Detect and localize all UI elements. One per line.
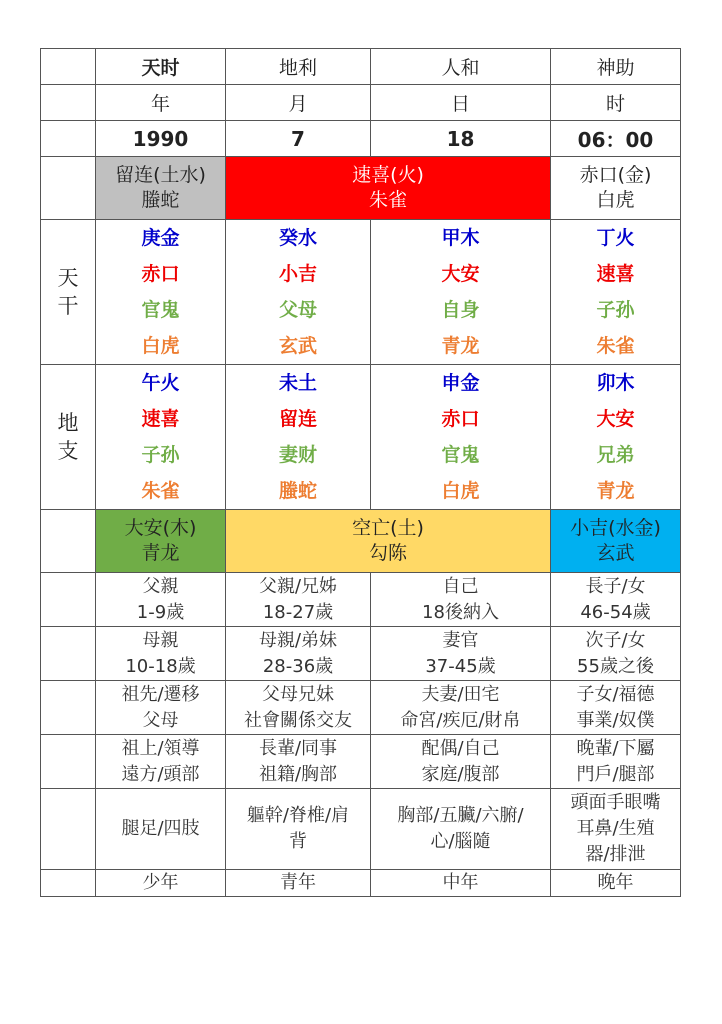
info-cell: 母親/弟妹 28-36歲 <box>226 627 371 681</box>
god-name: 小吉(水金) <box>570 517 661 539</box>
bottom-gods-row <box>41 510 681 573</box>
blank-cell <box>41 49 96 85</box>
god: 速喜 <box>596 263 635 285</box>
beast: 螣蛇 <box>278 480 317 502</box>
info-cell: 配偶/自己 家庭/腹部 <box>371 735 551 789</box>
blank-cell <box>41 121 96 157</box>
stage-middle-age: 中年 <box>371 870 551 897</box>
dizhi-row <box>41 365 681 510</box>
info-row-body <box>41 789 681 870</box>
info-cell: 父親 1-9歲 <box>96 573 226 627</box>
beast: 青龙 <box>441 335 480 357</box>
god: 大安 <box>441 263 480 285</box>
stage-young-adult: 青年 <box>226 870 371 897</box>
blank-cell <box>41 789 96 870</box>
value-day: 18 <box>371 121 551 157</box>
stage-old-age: 晚年 <box>551 870 681 897</box>
info-cell: 頭面手眼嘴 耳鼻/生殖 器/排泄 <box>551 789 681 870</box>
blank-cell <box>41 870 96 897</box>
god-name: 空亡(土) <box>352 517 424 539</box>
beast: 朱雀 <box>596 335 635 357</box>
info-row-age2 <box>41 627 681 681</box>
branch: 未土 <box>278 372 317 394</box>
blank-cell <box>41 510 96 573</box>
stage-youth: 少年 <box>96 870 226 897</box>
tiangan-col-month <box>226 220 371 365</box>
birth-values-row <box>41 121 681 157</box>
label-renhe: 人和 <box>371 49 551 85</box>
beast-name: 白虎 <box>596 189 635 211</box>
info-cell: 父母兄妹 社會關係交友 <box>226 681 371 735</box>
info-cell: 長輩/同事 祖籍/胸部 <box>226 735 371 789</box>
beast-name: 螣蛇 <box>141 189 180 211</box>
blank-cell <box>41 627 96 681</box>
blank-cell <box>41 573 96 627</box>
label-dili: 地利 <box>226 49 371 85</box>
god-cell-daan <box>96 510 226 573</box>
info-cell: 長子/女 46-54歲 <box>551 573 681 627</box>
beast-name: 勾陈 <box>368 542 407 564</box>
branch: 申金 <box>441 372 480 394</box>
info-row-relations <box>41 681 681 735</box>
info-cell: 妻官 37-45歲 <box>371 627 551 681</box>
value-hour: 06：00 <box>551 121 681 157</box>
relation: 官鬼 <box>441 444 480 466</box>
info-cell: 次子/女 55歲之後 <box>551 627 681 681</box>
beast: 朱雀 <box>141 480 180 502</box>
stem: 甲木 <box>441 227 480 249</box>
info-cell: 祖上/領導 遠方/頭部 <box>96 735 226 789</box>
god: 赤口 <box>141 263 180 285</box>
god-cell-kongwang <box>226 510 551 573</box>
unit-month: 月 <box>226 85 371 121</box>
god: 速喜 <box>141 408 180 430</box>
beast-name: 青龙 <box>141 542 180 564</box>
value-month: 7 <box>226 121 371 157</box>
god-name: 速喜(火) <box>352 164 424 186</box>
info-cell: 軀幹/脊椎/肩 背 <box>226 789 371 870</box>
blank-cell <box>41 157 96 220</box>
god-cell-suxi <box>226 157 551 220</box>
stem: 庚金 <box>141 227 180 249</box>
info-cell: 夫妻/田宅 命宮/疾厄/財帛 <box>371 681 551 735</box>
info-cell: 子女/福德 事業/奴僕 <box>551 681 681 735</box>
branch: 卯木 <box>596 372 635 394</box>
beast-name: 朱雀 <box>368 189 407 211</box>
header-unit-row <box>41 85 681 121</box>
god: 大安 <box>596 408 635 430</box>
dizhi-col-month <box>226 365 371 510</box>
info-cell: 母親 10-18歲 <box>96 627 226 681</box>
relation: 子孙 <box>596 299 635 321</box>
god-name: 大安(木) <box>124 517 197 539</box>
stem: 丁火 <box>596 227 635 249</box>
header-label-row <box>41 49 681 85</box>
tiangan-col-hour <box>551 220 681 365</box>
blank-cell <box>41 735 96 789</box>
god: 赤口 <box>441 408 480 430</box>
life-stage-row <box>41 870 681 897</box>
tiangan-col-year <box>96 220 226 365</box>
tiangan-row <box>41 220 681 365</box>
relation: 官鬼 <box>141 299 180 321</box>
beast: 玄武 <box>278 335 317 357</box>
god-name: 赤口(金) <box>579 164 652 186</box>
dizhi-label: 地 支 <box>41 365 96 510</box>
relation: 妻财 <box>278 444 317 466</box>
label-shenzhu: 神助 <box>551 49 681 85</box>
branch: 午火 <box>141 372 180 394</box>
info-cell: 父親/兄姊 18-27歲 <box>226 573 371 627</box>
relation: 兄弟 <box>596 444 635 466</box>
beast-name: 玄武 <box>596 542 635 564</box>
info-cell: 祖先/遷移 父母 <box>96 681 226 735</box>
value-year: 1990 <box>96 121 226 157</box>
info-cell: 胸部/五臟/六腑/ 心/腦隨 <box>371 789 551 870</box>
unit-hour: 时 <box>551 85 681 121</box>
god-name: 留连(土水) <box>115 164 206 186</box>
relation: 父母 <box>278 299 317 321</box>
god: 留连 <box>278 408 317 430</box>
god-cell-liulian <box>96 157 226 220</box>
dizhi-col-year <box>96 365 226 510</box>
relation: 子孙 <box>141 444 180 466</box>
tiangan-col-day <box>371 220 551 365</box>
blank-cell <box>41 681 96 735</box>
info-cell: 晚輩/下屬 門戶/腿部 <box>551 735 681 789</box>
beast: 青龙 <box>596 480 635 502</box>
info-row-age <box>41 573 681 627</box>
info-cell: 自己 18後納入 <box>371 573 551 627</box>
god-cell-xiaoji <box>551 510 681 573</box>
unit-year: 年 <box>96 85 226 121</box>
relation: 自身 <box>441 299 480 321</box>
blank-cell <box>41 85 96 121</box>
stem: 癸水 <box>278 227 317 249</box>
tiangan-label: 天 干 <box>41 220 96 365</box>
info-cell: 腿足/四肢 <box>96 789 226 870</box>
liuren-table <box>40 48 681 897</box>
dizhi-col-hour <box>551 365 681 510</box>
god: 小吉 <box>278 263 317 285</box>
god-cell-chikou <box>551 157 681 220</box>
dizhi-col-day <box>371 365 551 510</box>
top-gods-row <box>41 157 681 220</box>
beast: 白虎 <box>441 480 480 502</box>
label-tianshi: 天时 <box>96 49 226 85</box>
beast: 白虎 <box>141 335 180 357</box>
unit-day: 日 <box>371 85 551 121</box>
info-row-family <box>41 735 681 789</box>
